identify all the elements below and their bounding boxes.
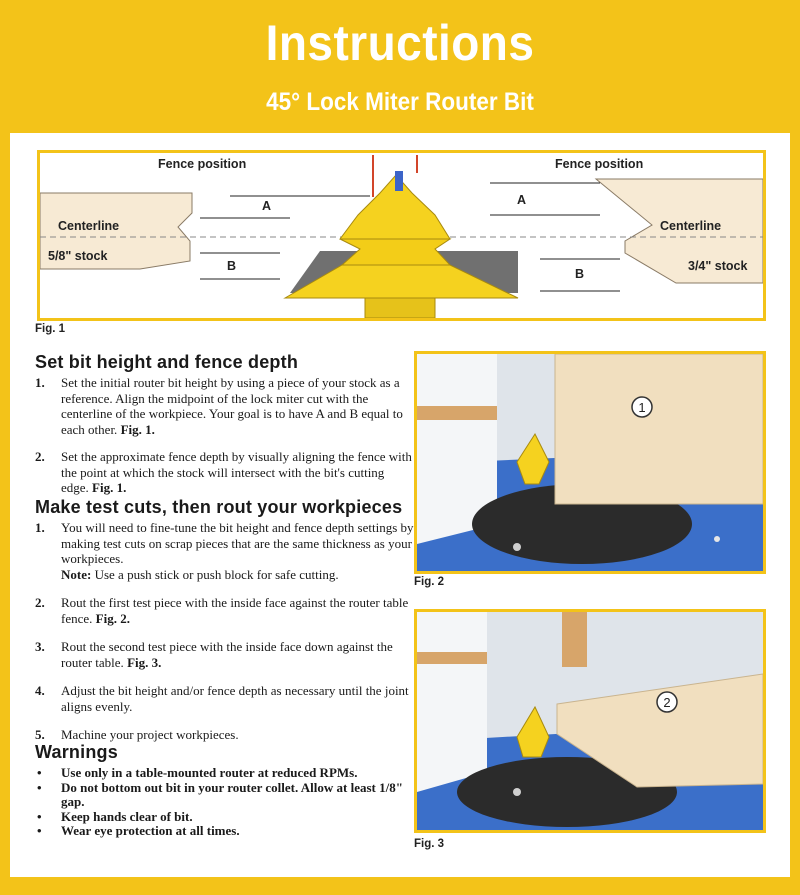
bullet-icon: •	[37, 779, 42, 795]
step-text: Adjust the bit height and/or fence depth as necessary until the joint aligns evenly.	[61, 683, 409, 714]
fig2-caption: Fig. 2	[414, 576, 445, 588]
step-item	[35, 727, 415, 743]
step-number: 2.	[35, 595, 45, 610]
step-text: Set the approximate fence depth by visually aligning the fence with the point at which the stock will intersect with the bit's cutting edge.	[61, 449, 412, 495]
step-text: You will need to fine-tune the bit height and fence depth settings by making test cuts on scrap pieces that are the same thickness as your workpieces.	[61, 520, 414, 566]
figure-reference: Fig. 1.	[120, 421, 155, 437]
fence-position-label-right: Fence position	[555, 157, 644, 171]
warning-text: Keep hands clear of bit.	[61, 808, 193, 824]
section-warnings	[35, 742, 415, 839]
section-make-test-cuts	[35, 497, 415, 743]
warning-text: Wear eye protection at all times.	[61, 823, 240, 838]
step-number: 2.	[35, 449, 45, 464]
fig3-caption: Fig. 3	[414, 838, 445, 850]
fig2-illustration	[417, 354, 763, 571]
step-list	[35, 375, 415, 496]
footer-banner	[0, 877, 800, 895]
step-number: 1.	[35, 375, 45, 390]
step-number: 5.	[35, 727, 45, 742]
warning-text: Do not bottom out bit in your router collet. Allow at least 1/8" gap.	[61, 779, 403, 809]
page-title: Instructions	[265, 15, 535, 71]
step-item	[35, 449, 415, 496]
dimension-b-right: B	[575, 267, 585, 281]
fig2-badge: 1	[638, 400, 646, 415]
bullet-icon: •	[37, 808, 42, 824]
step-number: 3.	[35, 639, 45, 654]
fig1-caption: Fig. 1	[35, 323, 66, 335]
step-item	[35, 520, 415, 582]
note-label: Note:	[61, 566, 92, 582]
fig3-photo	[414, 609, 766, 833]
step-item	[35, 595, 415, 626]
fig3-badge: 2	[663, 695, 671, 710]
warning-item	[35, 810, 415, 825]
fig1-drawing	[40, 153, 763, 318]
figure-reference: Fig. 2.	[95, 610, 130, 626]
page-subtitle: 45° Lock Miter Router Bit	[266, 88, 534, 116]
figure-reference: Fig. 3.	[127, 654, 162, 670]
stock-label-right: 3/4" stock	[688, 259, 748, 273]
bullet-icon: •	[37, 765, 42, 780]
centerline-label-left: Centerline	[58, 219, 120, 233]
step-item	[35, 375, 415, 437]
fig3-illustration	[417, 612, 763, 830]
bullet-icon: •	[37, 823, 42, 838]
warning-item	[35, 824, 415, 839]
figure-reference: Fig. 1.	[92, 480, 127, 495]
fence-position-label-left: Fence position	[158, 157, 247, 171]
dimension-b-left: B	[227, 259, 237, 273]
centerline-label-right: Centerline	[660, 219, 722, 233]
step-text: Rout the first test piece with the inside face against the router table fence.	[61, 595, 409, 626]
header-banner	[0, 0, 800, 133]
fig2-photo	[414, 351, 766, 574]
step-list	[35, 520, 415, 743]
step-text: Rout the second test piece with the inside face down against the router table.	[61, 639, 393, 670]
step-number: 1.	[35, 520, 45, 535]
warning-text: Use only in a table-mounted router at reduced RPMs.	[61, 765, 358, 780]
warnings-heading: Warnings	[35, 742, 118, 762]
step-text: Set the initial router bit height by using a piece of your stock as a reference. Align the midpoint of the lock miter cut with the centerline of the workpiece. Your goal is to have A and B equal to each other.	[61, 375, 403, 437]
dimension-a-right: A	[517, 193, 527, 207]
warning-item	[35, 781, 415, 810]
note-text: Use a push stick or push block for safe cutting.	[91, 566, 339, 582]
section-heading: Make test cuts, then rout your workpieces	[35, 497, 403, 517]
warning-item	[35, 766, 415, 781]
dimension-a-left: A	[262, 199, 272, 213]
step-number: 4.	[35, 683, 45, 698]
section-heading: Set bit height and fence depth	[35, 352, 299, 372]
step-item	[35, 639, 415, 670]
warning-list	[35, 766, 415, 839]
step-item	[35, 683, 415, 714]
stock-label-left: 5/8" stock	[48, 249, 108, 263]
fig1-diagram	[37, 150, 766, 321]
section-set-bit-height	[35, 352, 415, 496]
step-text: Machine your project workpieces.	[61, 727, 239, 742]
